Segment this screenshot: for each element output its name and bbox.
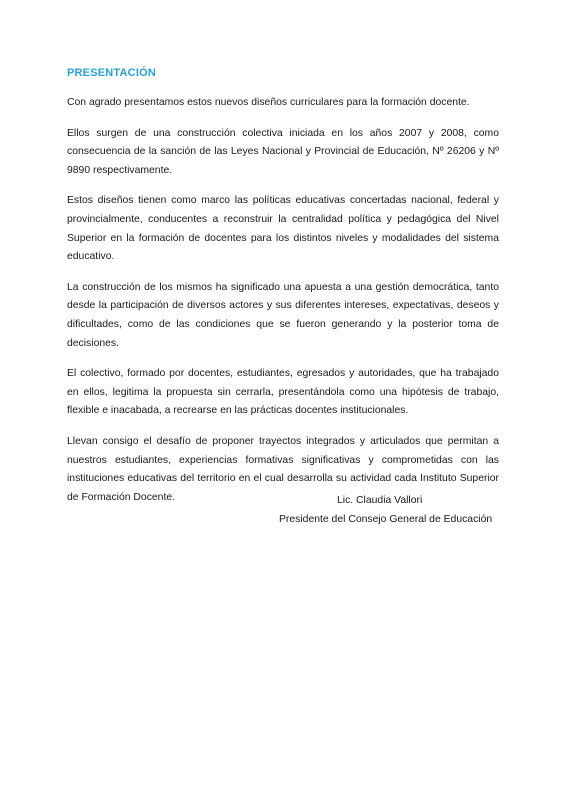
paragraph-construction: La construcción de los mismos ha significado una apuesta a una gestión democrática, tanto desde la participación de diversos actores y sus diferentes intereses, expectativas, deseos y dificultades, como de las condiciones que se fueron generando y la posterior toma de decisiones.: [67, 281, 499, 349]
paragraph-intro: Con agrado presentamos estos nuevos diseños curriculares para la formación docente.: [67, 97, 470, 108]
paragraph-framework: Estos diseños tienen como marco las políticas educativas concertadas nacional, federal y provincialmente, conducentes a reconstruir la centralidad política y pedagógica del Nivel Superior en la formación de docentes para los distintos niveles y modalidades del sistema educativo.: [67, 195, 499, 263]
page-title: PRESENTACIÓN: [67, 67, 156, 79]
paragraph-challenge: Llevan consigo el desafío de proponer trayectos integrados y articulados que permitan a nuestros estudiantes, experiencias formativas significativas y comprometidas con las instituciones educativas del territorio en el cual desarrolla su actividad cada Instituto Superior de Formación Docente.: [67, 435, 499, 503]
document-page: [67, 66, 499, 525]
paragraph-collective: El colectivo, formado por docentes, estudiantes, egresados y autoridades, que ha trabajado en ellos, legitima la propuesta sin cerrarla, presentándola como una hipótesis de trabajo, flexible e inacabada, a recrearse en las prácticas docentes institucionales.: [67, 368, 499, 417]
signature-name: Lic. Claudia Vallori: [337, 495, 423, 506]
paragraph-origin: Ellos surgen de una construcción colectiva iniciada en los años 2007 y 2008, como consecuencia de la sanción de las Leyes Nacional y Provincial de Educación, Nº 26206 y Nº 9890 respectivamente.: [67, 127, 499, 176]
signature-title: Presidente del Consejo General de Educación: [279, 513, 493, 525]
signature-block: [67, 492, 499, 529]
